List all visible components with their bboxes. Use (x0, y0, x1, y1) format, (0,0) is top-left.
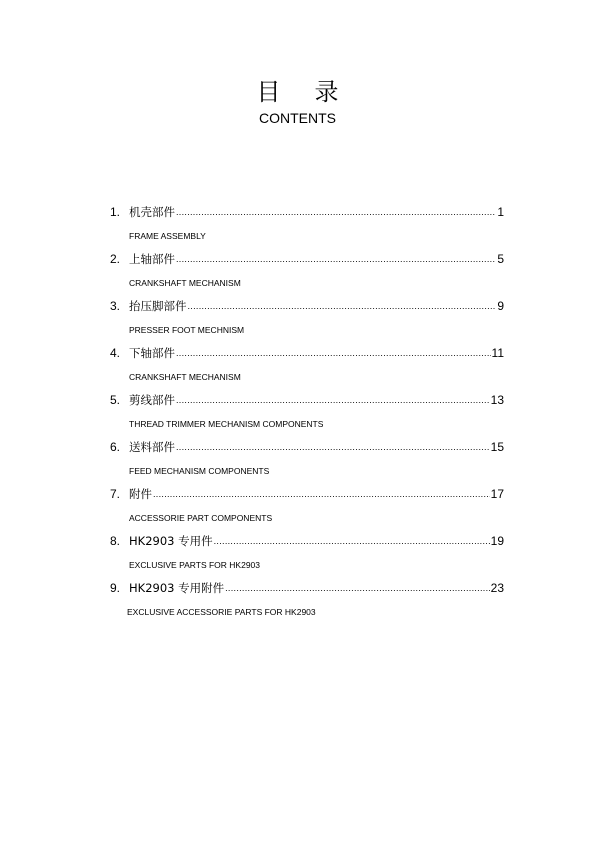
table-of-contents (110, 204, 504, 627)
dot-leader (153, 489, 490, 499)
toc-entry-page: 9 (497, 299, 504, 313)
toc-entry-title: 送料部件 (129, 440, 175, 454)
toc-entry-subtitle: EXCLUSIVE PARTS FOR HK2903 (129, 560, 261, 570)
toc-entry-page: 13 (490, 393, 504, 407)
toc-entry-number: 2. (110, 252, 121, 266)
page-title-english: CONTENTS (259, 110, 336, 126)
toc-entry-subtitle: ACCESSORIE PART COMPONENTS (129, 513, 273, 523)
dot-leader (214, 536, 490, 546)
toc-entry-1[interactable] (110, 204, 504, 251)
toc-entry-number: 7. (110, 487, 121, 501)
toc-entry-page: 19 (490, 534, 504, 548)
toc-entry-subtitle: PRESSER FOOT MECHNISM (129, 325, 245, 335)
toc-entry-title: 上轴部件 (129, 252, 175, 266)
toc-entry-subtitle: THREAD TRIMMER MECHANISM COMPONENTS (129, 419, 324, 429)
dot-leader (176, 442, 490, 452)
toc-entry-title: HK2903 专用附件 (129, 581, 225, 595)
toc-entry-title: 剪线部件 (129, 393, 175, 407)
toc-entry-subtitle: FEED MECHANISM COMPONENTS (129, 466, 270, 476)
toc-entry-4[interactable] (110, 345, 504, 392)
dot-leader (176, 395, 490, 405)
toc-entry-subtitle: CRANKSHAFT MECHANISM (129, 372, 241, 382)
title-char-second: 录 (314, 78, 339, 106)
toc-entry-7[interactable] (110, 486, 504, 533)
toc-entry-page: 23 (490, 581, 504, 595)
toc-entry-9[interactable] (110, 580, 504, 627)
toc-entry-number: 5. (110, 393, 121, 407)
toc-entry-3[interactable] (110, 298, 504, 345)
toc-entry-number: 1. (110, 205, 121, 219)
toc-entry-number: 4. (110, 346, 121, 360)
toc-entry-5[interactable] (110, 392, 504, 439)
dot-leader (176, 254, 496, 264)
toc-entry-title: 机壳部件 (129, 205, 175, 219)
toc-entry-page: 17 (490, 487, 504, 501)
dot-leader (176, 348, 491, 358)
toc-entry-title: HK2903 专用件 (129, 534, 213, 548)
title-char-first: 目 (256, 78, 281, 106)
toc-entry-number: 8. (110, 534, 121, 548)
toc-entry-subtitle: FRAME ASSEMBLY (129, 231, 206, 241)
toc-entry-title: 抬压脚部件 (129, 299, 187, 313)
dot-leader (188, 301, 497, 311)
toc-entry-6[interactable] (110, 439, 504, 486)
toc-entry-number: 3. (110, 299, 121, 313)
toc-entry-2[interactable] (110, 251, 504, 298)
toc-entry-page: 15 (490, 440, 504, 454)
toc-entry-subtitle: CRANKSHAFT MECHANISM (129, 278, 241, 288)
dot-leader (176, 207, 496, 217)
page-title-chinese (0, 72, 595, 107)
toc-entry-number: 9. (110, 581, 121, 595)
dot-leader (225, 583, 490, 593)
toc-entry-title: 附件 (129, 487, 152, 501)
toc-entry-number: 6. (110, 440, 121, 454)
toc-entry-subtitle: EXCLUSIVE ACCESSORIE PARTS FOR HK2903 (127, 607, 316, 617)
toc-entry-page: 1 (497, 205, 504, 219)
toc-entry-title: 下轴部件 (129, 346, 175, 360)
toc-entry-8[interactable] (110, 533, 504, 580)
toc-entry-page: 11 (491, 346, 504, 360)
toc-entry-page: 5 (497, 252, 504, 266)
